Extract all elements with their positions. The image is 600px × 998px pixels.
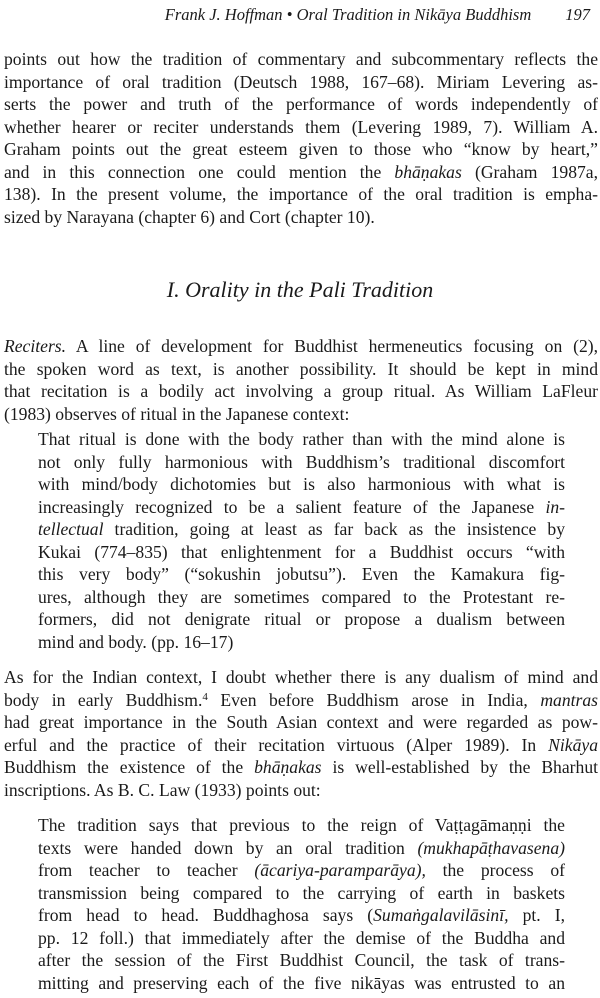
text-line [38, 586, 565, 609]
text-line [38, 451, 565, 474]
text-run: erful and the practice of their recitation virtuous (Alper 1989). In [4, 734, 549, 755]
text-line [38, 837, 565, 860]
text-run: body in early Buddhism. [4, 689, 203, 710]
text-run: (1983) observes of ritual in the Japanese context: [4, 403, 350, 424]
italic-text: (ācariya-paramparāya), [254, 860, 426, 880]
text-line [38, 631, 565, 654]
text-run: inscriptions. As B. C. Law (1933) points out: [4, 779, 321, 800]
text-line [4, 380, 598, 403]
text-line [4, 403, 598, 426]
text-line [38, 814, 565, 837]
paragraph-oral-tradition [4, 48, 598, 228]
text-run: after the session of the First Buddhist Council, the task of trans- [38, 950, 565, 970]
text-line [4, 71, 598, 94]
italic-text: bhāṇakas [254, 757, 322, 777]
text-line [38, 608, 565, 631]
text-line [4, 734, 598, 757]
text-run: the spoken word as text, is another possibility. It should be kept in mind [4, 358, 598, 379]
text-run: formers, did not denigrate ritual or propose a dualism between [38, 609, 565, 629]
text-line [4, 666, 598, 689]
text-run: increasingly recognized to be a salient feature of the Japanese [38, 496, 546, 517]
text-line [4, 138, 598, 161]
text-run: points out how the tradition of commentary and subcommentary reflects the [4, 49, 598, 69]
text-line [38, 949, 565, 972]
section-heading: I. Orality in the Pali Tradition [166, 277, 434, 302]
text-run: pp. 12 foll.) that immediately after the demise of the Buddha and [38, 927, 565, 948]
text-run: The tradition says that previous to the reign of Vaṭṭagāmaṇṇi the [38, 815, 565, 835]
text-line [4, 779, 598, 802]
italic-text: mantras [540, 689, 598, 710]
text-run: with mind/body dichotomies but is also harmonious with what is [38, 474, 565, 494]
italic-text: (mukhapāṭhavasena) [417, 837, 565, 858]
text-line [4, 756, 598, 779]
text-run: pt. I, [508, 905, 565, 925]
text-line [4, 689, 598, 712]
text-line [4, 206, 598, 229]
text-run: had great importance in the South Asian context and were regarded as pow- [4, 712, 598, 732]
text-run: tradition, going at least as far back as the insistence by [103, 519, 565, 539]
text-line [38, 496, 565, 519]
text-run: As for the Indian context, I doubt whether there is any dualism of mind and [4, 667, 598, 687]
running-title: Frank J. Hoffman • Oral Tradition in Nikāya Buddhism [164, 5, 532, 24]
text-line [4, 335, 598, 358]
text-run: Buddhism the existence of the [4, 757, 255, 777]
text-run: and in this connection one could mention the [4, 161, 395, 182]
italic-text: bhāṇakas [394, 161, 462, 182]
text-line [4, 183, 598, 206]
text-run: whether hearer or reciter understands them (Levering 1989, 7). William A. [4, 116, 598, 137]
text-run: 138). In the present volume, the importance of the oral tradition is empha- [4, 184, 598, 204]
text-run: mind and body. (pp. 16–17) [38, 631, 234, 652]
block-quote-law [38, 814, 565, 998]
block-quote-lafleur [38, 428, 565, 653]
text-run: this very body” (“sokushin jobutsu”). Even the Kamakura fig- [38, 564, 565, 584]
text-line [4, 116, 598, 139]
text-run: serts the power and truth of the performance of words independently of [4, 94, 598, 114]
italic-text: Reciters. [4, 336, 67, 356]
running-header [0, 4, 590, 26]
text-line [38, 518, 565, 541]
text-run: texts were handed down by an oral tradition [38, 837, 418, 858]
italic-text: Sumaṅgalavilāsinī, [373, 905, 509, 925]
italic-text: Nikāya [548, 734, 598, 755]
text-run: That ritual is done with the body rather than with the mind alone is [38, 429, 565, 449]
text-run: Even before Buddhism arose in India, [207, 689, 541, 710]
text-line [38, 927, 565, 950]
text-run: A line of development for Buddhist hermeneutics focusing on (2), [66, 336, 598, 356]
text-line [38, 428, 565, 451]
footnote-marker: 4 [202, 690, 208, 703]
text-line [38, 541, 565, 564]
text-run: ures, although they are sometimes compared to the Protestant re- [38, 586, 565, 607]
text-line [4, 711, 598, 734]
text-line [38, 473, 565, 496]
text-line [4, 161, 598, 184]
italic-text: in- [545, 496, 565, 517]
italic-text: tellectual [38, 519, 104, 539]
text-line [38, 859, 565, 882]
text-run: (Graham 1987a, [461, 161, 599, 182]
text-run: from teacher to teacher [38, 860, 255, 880]
text-line [38, 882, 565, 905]
text-line [4, 93, 598, 116]
text-run: not only fully harmonious with Buddhism’s traditional discomfort [38, 451, 565, 472]
text-line [38, 972, 565, 995]
text-run: is well-established by the Bharhut [321, 757, 599, 777]
text-line [38, 563, 565, 586]
text-run: importance of oral tradition (Deutsch 1988, 167–68). Miriam Levering as- [4, 71, 598, 92]
paragraph-indian-context [4, 666, 598, 801]
text-run: mitting and preserving each of the five nikāyas was entrusted to an [38, 972, 565, 993]
text-run: that recitation is a bodily act involving a group ritual. As William LaFleur [4, 381, 598, 401]
text-line [4, 358, 598, 381]
page-number: 197 [565, 5, 590, 24]
text-run: transmission being compared to the carrying of earth in baskets [38, 882, 565, 903]
text-run: Kukai (774–835) that enlightenment for a Buddhist occurs “with [38, 541, 565, 562]
text-run: the process of [425, 860, 565, 880]
text-line [4, 48, 598, 71]
text-run: sized by Narayana (chapter 6) and Cort (chapter 10). [4, 206, 375, 227]
text-run: from head to head. Buddhaghosa says ( [38, 905, 374, 925]
text-run: Graham points out the great esteem given to those who “know by heart,” [4, 139, 598, 159]
text-line [38, 904, 565, 927]
paragraph-reciters [4, 335, 598, 425]
